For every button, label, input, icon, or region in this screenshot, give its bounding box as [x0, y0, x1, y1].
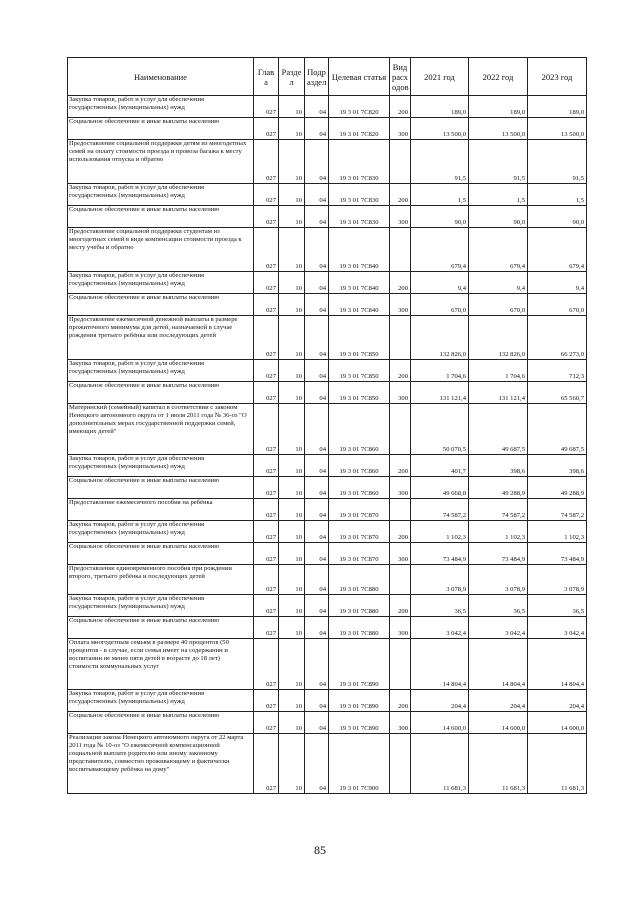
row-value-2022: 73 484,9 — [469, 543, 528, 565]
row-value-2021: 90,0 — [411, 206, 469, 228]
row-value-2021: 50 070,5 — [411, 404, 469, 455]
row-podrazdel: 04 — [305, 272, 329, 294]
row-value-2022: 189,0 — [469, 96, 528, 118]
table-row — [68, 272, 587, 294]
row-vid-rashodov: 200 — [390, 595, 411, 617]
row-vid-rashodov: 300 — [390, 294, 411, 316]
row-value-2023: 398,6 — [528, 455, 587, 477]
row-glava: 027 — [254, 140, 279, 184]
row-celevaya-statya: 19 3 01 7С850 — [329, 316, 390, 360]
row-value-2021: 131 121,4 — [411, 382, 469, 404]
header-razdel: Разде л — [279, 58, 305, 96]
row-celevaya-statya: 19 3 01 7С890 — [329, 639, 390, 690]
row-value-2023: 13 500,0 — [528, 118, 587, 140]
table-row — [68, 184, 587, 206]
row-vid-rashodov — [390, 228, 411, 272]
table-row — [68, 712, 587, 734]
row-value-2023: 65 560,7 — [528, 382, 587, 404]
row-glava: 027 — [254, 382, 279, 404]
row-name: Закупка товаров, работ и услуг для обеспечения государственных (муниципальных) нужд — [68, 455, 254, 477]
table-row — [68, 294, 587, 316]
row-razdel: 10 — [279, 639, 305, 690]
row-vid-rashodov: 300 — [390, 712, 411, 734]
row-razdel: 10 — [279, 206, 305, 228]
row-glava: 027 — [254, 690, 279, 712]
row-value-2023: 36,5 — [528, 595, 587, 617]
row-value-2021: 91,5 — [411, 140, 469, 184]
row-celevaya-statya: 19 3 01 7С870 — [329, 521, 390, 543]
row-celevaya-statya: 19 3 01 7С820 — [329, 96, 390, 118]
row-celevaya-statya: 19 3 01 7С880 — [329, 565, 390, 595]
row-name: Закупка товаров, работ и услуг для обеспечения государственных (муниципальных) нужд — [68, 521, 254, 543]
row-vid-rashodov: 300 — [390, 477, 411, 499]
table-row — [68, 140, 587, 184]
row-vid-rashodov: 300 — [390, 617, 411, 639]
table-row — [68, 96, 587, 118]
row-celevaya-statya: 19 3 01 7С890 — [329, 712, 390, 734]
row-name: Социальное обеспечение и иные выплаты населению — [68, 294, 254, 316]
row-vid-rashodov: 300 — [390, 382, 411, 404]
table-header-row — [68, 58, 587, 96]
header-2023: 2023 год — [528, 58, 587, 96]
header-2022: 2022 год — [469, 58, 528, 96]
row-value-2022: 3 078,9 — [469, 565, 528, 595]
row-glava: 027 — [254, 521, 279, 543]
row-razdel: 10 — [279, 455, 305, 477]
row-razdel: 10 — [279, 228, 305, 272]
row-razdel: 10 — [279, 477, 305, 499]
row-value-2023: 74 587,2 — [528, 499, 587, 521]
table-row — [68, 499, 587, 521]
header-2021: 2021 год — [411, 58, 469, 96]
header-name: Наименование — [68, 58, 254, 96]
row-value-2021: 1 704,6 — [411, 360, 469, 382]
row-podrazdel: 04 — [305, 712, 329, 734]
row-value-2023: 9,4 — [528, 272, 587, 294]
row-razdel: 10 — [279, 118, 305, 140]
row-name: Закупка товаров, работ и услуг для обеспечения государственных (муниципальных) нужд — [68, 96, 254, 118]
row-glava: 027 — [254, 404, 279, 455]
row-razdel: 10 — [279, 404, 305, 455]
row-value-2021: 204,4 — [411, 690, 469, 712]
row-name: Социальное обеспечение и иные выплаты населению — [68, 118, 254, 140]
row-celevaya-statya: 19 3 01 7С880 — [329, 617, 390, 639]
row-podrazdel: 04 — [305, 382, 329, 404]
row-name: Социальное обеспечение и иные выплаты населению — [68, 477, 254, 499]
row-podrazdel: 04 — [305, 690, 329, 712]
row-value-2022: 13 500,0 — [469, 118, 528, 140]
row-glava: 027 — [254, 617, 279, 639]
row-value-2023: 670,0 — [528, 294, 587, 316]
row-value-2023: 11 681,3 — [528, 734, 587, 794]
row-glava: 027 — [254, 184, 279, 206]
row-razdel: 10 — [279, 499, 305, 521]
row-value-2023: 3 042,4 — [528, 617, 587, 639]
row-celevaya-statya: 19 3 01 7С860 — [329, 455, 390, 477]
header-vid-rashodov: Вид расх одов — [390, 58, 411, 96]
row-value-2023: 204,4 — [528, 690, 587, 712]
table-body — [68, 96, 587, 794]
row-name: Социальное обеспечение и иные выплаты населению — [68, 712, 254, 734]
row-celevaya-statya: 19 3 01 7С890 — [329, 690, 390, 712]
row-podrazdel: 04 — [305, 477, 329, 499]
row-name: Закупка товаров, работ и услуг для обеспечения государственных (муниципальных) нужд — [68, 690, 254, 712]
row-name: Социальное обеспечение и иные выплаты населению — [68, 543, 254, 565]
row-vid-rashodov: 300 — [390, 206, 411, 228]
row-value-2022: 74 587,2 — [469, 499, 528, 521]
budget-table — [67, 57, 587, 794]
table-row — [68, 617, 587, 639]
row-podrazdel: 04 — [305, 543, 329, 565]
row-vid-rashodov — [390, 404, 411, 455]
row-name: Социальное обеспечение и иные выплаты населению — [68, 382, 254, 404]
row-vid-rashodov — [390, 140, 411, 184]
table-row — [68, 360, 587, 382]
row-value-2021: 14 600,0 — [411, 712, 469, 734]
row-glava: 027 — [254, 360, 279, 382]
row-name: Предоставление ежемесячной денежной выплаты в размере прожиточного минимума для детей, назначаемой в случае рождения третьего ребёнка или последующих детей — [68, 316, 254, 360]
row-value-2022: 1,5 — [469, 184, 528, 206]
row-name: Материнский (семейный) капитал в соответствии с законом Ненецкого автономного округа от 1 июля 2011 года № 36-оз "О дополнительных мерах государственной поддержки семей, имеющих детей" — [68, 404, 254, 455]
row-glava: 027 — [254, 639, 279, 690]
row-name: Социальное обеспечение и иные выплаты населению — [68, 206, 254, 228]
row-celevaya-statya: 19 3 01 7С840 — [329, 228, 390, 272]
row-value-2021: 1,5 — [411, 184, 469, 206]
row-value-2022: 1 102,3 — [469, 521, 528, 543]
row-glava: 027 — [254, 565, 279, 595]
row-celevaya-statya: 19 3 01 7С870 — [329, 543, 390, 565]
row-value-2023: 49 687,5 — [528, 404, 587, 455]
page-number: 85 — [314, 843, 326, 857]
row-vid-rashodov: 300 — [390, 118, 411, 140]
row-value-2022: 670,0 — [469, 294, 528, 316]
row-podrazdel: 04 — [305, 734, 329, 794]
row-glava: 027 — [254, 294, 279, 316]
row-value-2021: 14 804,4 — [411, 639, 469, 690]
row-razdel: 10 — [279, 734, 305, 794]
row-glava: 027 — [254, 118, 279, 140]
row-value-2021: 73 484,9 — [411, 543, 469, 565]
row-podrazdel: 04 — [305, 595, 329, 617]
table-row — [68, 565, 587, 595]
row-vid-rashodov: 200 — [390, 96, 411, 118]
row-podrazdel: 04 — [305, 206, 329, 228]
table-row — [68, 228, 587, 272]
row-razdel: 10 — [279, 382, 305, 404]
row-value-2021: 401,7 — [411, 455, 469, 477]
row-name: Закупка товаров, работ и услуг для обеспечения государственных (муниципальных) нужд — [68, 360, 254, 382]
row-vid-rashodov: 200 — [390, 690, 411, 712]
row-celevaya-statya: 19 3 01 7С840 — [329, 272, 390, 294]
row-glava: 027 — [254, 272, 279, 294]
row-razdel: 10 — [279, 690, 305, 712]
row-value-2023: 90,0 — [528, 206, 587, 228]
table-row — [68, 734, 587, 794]
row-vid-rashodov: 200 — [390, 272, 411, 294]
row-razdel: 10 — [279, 96, 305, 118]
row-name: Закупка товаров, работ и услуг для обеспечения государственных (муниципальных) нужд — [68, 272, 254, 294]
table-row — [68, 639, 587, 690]
row-razdel: 10 — [279, 521, 305, 543]
row-value-2021: 132 826,0 — [411, 316, 469, 360]
row-razdel: 10 — [279, 294, 305, 316]
row-value-2022: 204,4 — [469, 690, 528, 712]
row-celevaya-statya: 19 3 01 7С870 — [329, 499, 390, 521]
row-glava: 027 — [254, 734, 279, 794]
table-row — [68, 382, 587, 404]
row-value-2023: 14 804,4 — [528, 639, 587, 690]
header-podrazdel: Подр аздел — [305, 58, 329, 96]
row-razdel: 10 — [279, 184, 305, 206]
row-value-2022: 398,6 — [469, 455, 528, 477]
table-row — [68, 455, 587, 477]
row-razdel: 10 — [279, 360, 305, 382]
row-value-2022: 49 288,9 — [469, 477, 528, 499]
table-row — [68, 543, 587, 565]
row-value-2023: 679,4 — [528, 228, 587, 272]
row-value-2022: 91,5 — [469, 140, 528, 184]
row-razdel: 10 — [279, 617, 305, 639]
row-value-2021: 74 587,2 — [411, 499, 469, 521]
row-celevaya-statya: 19 3 01 7С840 — [329, 294, 390, 316]
row-value-2022: 131 121,4 — [469, 382, 528, 404]
row-value-2022: 49 687,5 — [469, 404, 528, 455]
row-value-2022: 90,0 — [469, 206, 528, 228]
row-value-2021: 1 102,3 — [411, 521, 469, 543]
row-value-2023: 1,5 — [528, 184, 587, 206]
row-vid-rashodov — [390, 565, 411, 595]
table-row — [68, 206, 587, 228]
row-value-2023: 712,3 — [528, 360, 587, 382]
row-podrazdel: 04 — [305, 565, 329, 595]
row-name: Оплата многодетным семьям в размере 40 процентов (50 процентов - в случае, если семья имеет на содержании и воспитании не менее пяти детей в возрасте до 18 лет) стоимости коммунальных услуг — [68, 639, 254, 690]
row-vid-rashodov — [390, 734, 411, 794]
row-celevaya-statya: 19 3 01 7С850 — [329, 360, 390, 382]
row-vid-rashodov: 200 — [390, 521, 411, 543]
row-podrazdel: 04 — [305, 316, 329, 360]
row-podrazdel: 04 — [305, 140, 329, 184]
row-value-2021: 9,4 — [411, 272, 469, 294]
row-glava: 027 — [254, 499, 279, 521]
row-podrazdel: 04 — [305, 639, 329, 690]
row-value-2021: 679,4 — [411, 228, 469, 272]
row-value-2022: 11 681,3 — [469, 734, 528, 794]
row-value-2021: 3 042,4 — [411, 617, 469, 639]
row-glava: 027 — [254, 206, 279, 228]
row-podrazdel: 04 — [305, 118, 329, 140]
row-name: Предоставление единовременного пособия при рождении второго, третьего ребёнка и последующих детей — [68, 565, 254, 595]
table-row — [68, 690, 587, 712]
table-row — [68, 404, 587, 455]
row-vid-rashodov — [390, 316, 411, 360]
row-value-2021: 189,0 — [411, 96, 469, 118]
row-glava: 027 — [254, 96, 279, 118]
row-name: Социальное обеспечение и иные выплаты населению — [68, 617, 254, 639]
row-celevaya-statya: 19 3 01 7С830 — [329, 140, 390, 184]
row-podrazdel: 04 — [305, 228, 329, 272]
row-glava: 027 — [254, 477, 279, 499]
row-value-2023: 3 078,9 — [528, 565, 587, 595]
row-razdel: 10 — [279, 543, 305, 565]
table-row — [68, 521, 587, 543]
row-celevaya-statya: 19 3 01 7С820 — [329, 118, 390, 140]
row-value-2021: 36,5 — [411, 595, 469, 617]
row-razdel: 10 — [279, 316, 305, 360]
row-glava: 027 — [254, 543, 279, 565]
row-name: Предоставление социальной поддержки детям из многодетных семей на оплату стоимости проезда и провоза багажа к месту использования отпуска и обратно — [68, 140, 254, 184]
table-row — [68, 316, 587, 360]
table-row — [68, 477, 587, 499]
row-razdel: 10 — [279, 272, 305, 294]
row-vid-rashodov — [390, 499, 411, 521]
row-podrazdel: 04 — [305, 499, 329, 521]
row-podrazdel: 04 — [305, 184, 329, 206]
row-value-2022: 3 042,4 — [469, 617, 528, 639]
row-value-2022: 14 600,0 — [469, 712, 528, 734]
row-name: Предоставление социальной поддержки студентам из многодетных семей в виде компенсации стоимости проезда к месту учебы и обратно — [68, 228, 254, 272]
row-name: Предоставление ежемесячного пособия на ребёнка — [68, 499, 254, 521]
row-podrazdel: 04 — [305, 521, 329, 543]
row-value-2022: 1 704,6 — [469, 360, 528, 382]
row-value-2023: 73 484,9 — [528, 543, 587, 565]
table-row — [68, 118, 587, 140]
row-podrazdel: 04 — [305, 617, 329, 639]
row-value-2023: 189,0 — [528, 96, 587, 118]
row-value-2023: 14 600,0 — [528, 712, 587, 734]
row-vid-rashodov: 200 — [390, 184, 411, 206]
row-value-2022: 679,4 — [469, 228, 528, 272]
row-vid-rashodov: 200 — [390, 360, 411, 382]
row-podrazdel: 04 — [305, 360, 329, 382]
row-value-2023: 91,5 — [528, 140, 587, 184]
row-celevaya-statya: 19 3 01 7С860 — [329, 477, 390, 499]
row-glava: 027 — [254, 455, 279, 477]
row-celevaya-statya: 19 3 01 7С850 — [329, 382, 390, 404]
row-razdel: 10 — [279, 595, 305, 617]
row-value-2022: 9,4 — [469, 272, 528, 294]
row-name: Реализация закона Ненецкого автономного округа от 22 марта 2011 года № 10-оз "О ежемесячной компенсационной социальной выплате родителю или иному законному представителю, совместно проживающему и фактически воспитывающему ребёнка на дому" — [68, 734, 254, 794]
row-razdel: 10 — [279, 140, 305, 184]
row-razdel: 10 — [279, 712, 305, 734]
row-vid-rashodov: 200 — [390, 455, 411, 477]
row-razdel: 10 — [279, 565, 305, 595]
row-value-2022: 36,5 — [469, 595, 528, 617]
row-celevaya-statya: 19 3 01 7С880 — [329, 595, 390, 617]
row-value-2022: 14 804,4 — [469, 639, 528, 690]
row-name: Закупка товаров, работ и услуг для обеспечения государственных (муниципальных) нужд — [68, 595, 254, 617]
row-vid-rashodov — [390, 639, 411, 690]
header-glava: Глав а — [254, 58, 279, 96]
row-value-2021: 13 500,0 — [411, 118, 469, 140]
row-podrazdel: 04 — [305, 404, 329, 455]
row-value-2021: 3 078,9 — [411, 565, 469, 595]
row-vid-rashodov: 300 — [390, 543, 411, 565]
row-glava: 027 — [254, 712, 279, 734]
row-podrazdel: 04 — [305, 455, 329, 477]
row-glava: 027 — [254, 316, 279, 360]
row-glava: 027 — [254, 595, 279, 617]
row-name: Закупка товаров, работ и услуг для обеспечения государственных (муниципальных) нужд — [68, 184, 254, 206]
row-value-2021: 670,0 — [411, 294, 469, 316]
row-value-2021: 11 681,3 — [411, 734, 469, 794]
row-value-2023: 66 273,0 — [528, 316, 587, 360]
row-value-2022: 132 826,0 — [469, 316, 528, 360]
row-value-2021: 49 668,8 — [411, 477, 469, 499]
row-podrazdel: 04 — [305, 96, 329, 118]
row-celevaya-statya: 19 3 01 7С860 — [329, 404, 390, 455]
row-celevaya-statya: 19 3 01 7С900 — [329, 734, 390, 794]
budget-table-container — [67, 57, 586, 794]
row-celevaya-statya: 19 3 01 7С830 — [329, 206, 390, 228]
row-podrazdel: 04 — [305, 294, 329, 316]
header-celevaya-statya: Целевая статья — [329, 58, 390, 96]
row-value-2023: 1 102,3 — [528, 521, 587, 543]
table-row — [68, 595, 587, 617]
row-glava: 027 — [254, 228, 279, 272]
row-value-2023: 49 288,9 — [528, 477, 587, 499]
row-celevaya-statya: 19 3 01 7С830 — [329, 184, 390, 206]
